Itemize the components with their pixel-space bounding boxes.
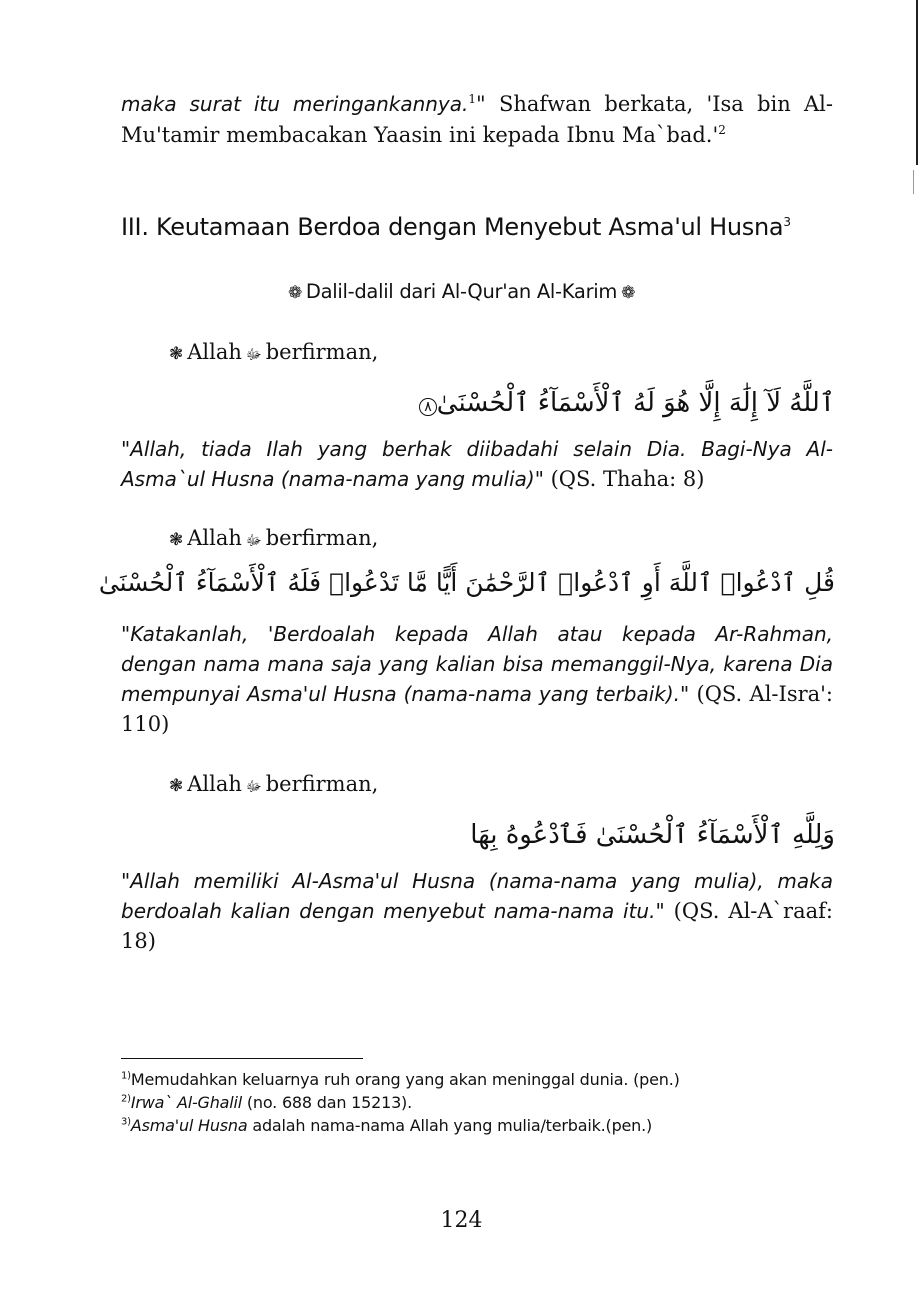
- section-subheading: [0, 280, 923, 303]
- footnote-ref-2: 2: [718, 123, 726, 137]
- verse-intro-verb: berfirman,: [265, 526, 379, 550]
- footnote-text: Memudahkan keluarnya ruh orang yang akan meninggal dunia. (pen.): [130, 1070, 680, 1089]
- verse-translation: [121, 434, 833, 494]
- verse-reference: (QS. Al-A`raaf: 18): [121, 899, 833, 953]
- footnote-text: adalah nama-nama Allah yang mulia/terbaik.(pen.): [247, 1116, 653, 1135]
- footnotes: [121, 1068, 821, 1137]
- flower-ornament-icon: ❃: [169, 530, 184, 550]
- footnote: [121, 1091, 821, 1114]
- section-heading: [121, 213, 791, 241]
- honorific-icon: ﷻ: [245, 347, 262, 363]
- verse-intro: [169, 340, 378, 366]
- ornament-icon: ❁: [287, 283, 302, 303]
- verse-translation: [121, 619, 833, 739]
- honorific-icon: ﷻ: [245, 533, 262, 549]
- section-heading-text: III. Keutamaan Berdoa dengan Menyebut Asma'ul Husna: [121, 213, 784, 241]
- verse-intro-allah: Allah: [187, 526, 242, 550]
- verse-intro: [169, 772, 378, 798]
- intro-italic: maka surat itu meringankannya.: [121, 92, 469, 116]
- footnote-number: 2): [121, 1093, 131, 1105]
- footnote-ref-1: 1: [468, 92, 477, 106]
- footnote-divider: [121, 1058, 363, 1059]
- page-number: 124: [440, 1208, 483, 1233]
- verse-intro-verb: berfirman,: [265, 340, 379, 364]
- verse-reference: (QS. Thaha: 8): [543, 467, 705, 491]
- subheading-text: Dalil-dalil dari Al-Qur'an Al-Karim: [305, 280, 618, 303]
- verse-intro-verb: berfirman,: [265, 772, 379, 796]
- honorific-icon: ﷻ: [245, 779, 262, 795]
- footnote: [121, 1068, 821, 1091]
- ornament-icon: ❁: [621, 283, 636, 303]
- arabic-verse-text: قُلِ ٱدْعُوا۟ ٱللَّهَ أَوِ ٱدْعُوا۟ ٱلرَّحْمَٰنَ أَيًّا مَّا تَدْعُوا۟ فَلَهُ ٱلْأَسْمَآءُ ٱلْحُسْنَىٰ: [98, 568, 835, 597]
- footnote-number: 3): [121, 1116, 131, 1128]
- footnote: [121, 1114, 821, 1137]
- translation-italic: "Allah memiliki Al-Asma'ul Husna (nama-nama yang mulia), maka berdoalah kalian dengan menyebut nama-nama itu.": [121, 869, 833, 923]
- footnote-text: (no. 688 dan 15213).: [242, 1093, 412, 1112]
- translation-italic: "Katakanlah, 'Berdoalah kepada Allah atau kepada Ar-Rahman, dengan nama mana saja yang kalian bisa memanggil-Nya, karena Dia mempunyai Asma'ul Husna (nama-nama yang terbaik).": [121, 622, 833, 706]
- page-edge-mark: [913, 170, 914, 194]
- intro-paragraph: [121, 89, 833, 151]
- verse-reference: (QS. Al-Isra': 110): [121, 682, 834, 736]
- footnote-number: 1): [121, 1070, 131, 1082]
- footnote-italic-text: Asma'ul Husna: [130, 1116, 248, 1135]
- verse-intro-allah: Allah: [187, 340, 242, 364]
- flower-ornament-icon: ❃: [169, 344, 184, 364]
- verse-translation: [121, 866, 833, 956]
- footnote-italic-text: Irwa` Al-Ghalil: [130, 1093, 242, 1112]
- arabic-verse-text: ٱللَّهُ لَآ إِلَٰهَ إِلَّا هُوَ لَهُ ٱلْأَسْمَآءُ ٱلْحُسْنَىٰ: [436, 388, 835, 418]
- arabic-verse: [99, 568, 835, 597]
- verse-intro: [169, 526, 378, 552]
- ayah-number-mark: ٨: [419, 398, 437, 416]
- arabic-verse: [470, 820, 835, 850]
- verse-intro-allah: Allah: [187, 772, 242, 796]
- page-edge-line: [916, 0, 918, 165]
- footnote-ref-3: 3: [783, 215, 791, 229]
- flower-ornament-icon: ❃: [169, 776, 184, 796]
- arabic-verse-text: وَلِلَّهِ ٱلْأَسْمَآءُ ٱلْحُسْنَىٰ فَٱدْعُوهُ بِهَا: [470, 820, 835, 850]
- translation-italic: "Allah, tiada Ilah yang berhak diibadahi selain Dia. Bagi-Nya Al-Asma`ul Husna (nama-nama yang mulia)": [121, 437, 833, 491]
- arabic-verse: [413, 388, 835, 418]
- intro-text: " Shafwan berkata, 'Isa bin Al-Mu'tamir membacakan Yaasin ini kepada Ibnu Ma`bad.': [121, 92, 833, 147]
